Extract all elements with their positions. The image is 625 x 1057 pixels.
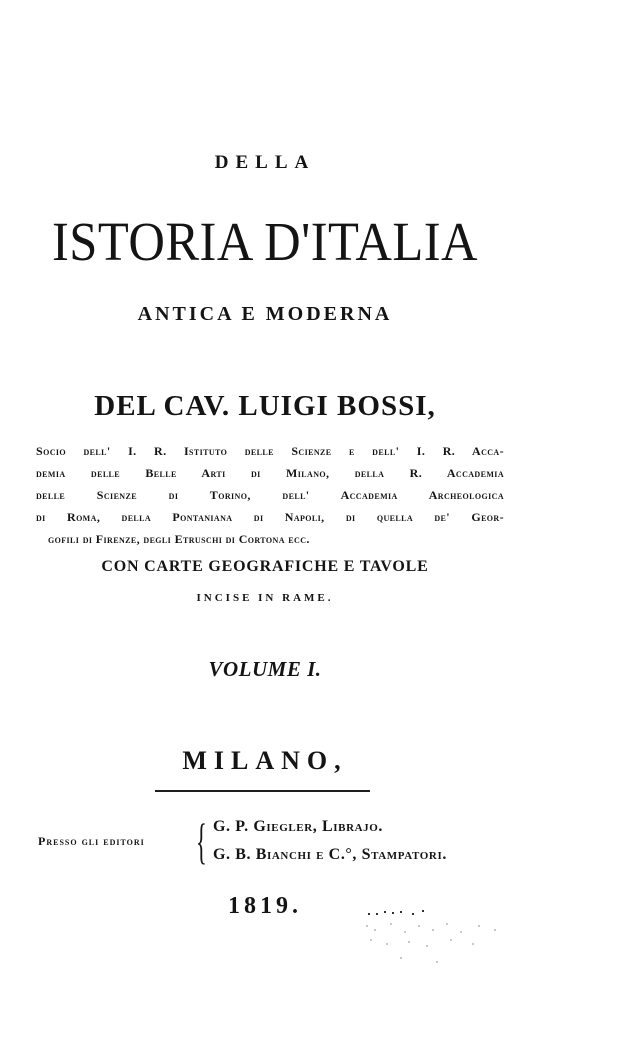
author-line: DEL CAV. LUIGI BOSSI, (94, 390, 436, 422)
brace-glyph: { (196, 813, 207, 869)
credential-line: gofili di Firenze, degli Etruschi di Cortona ecc. (48, 532, 310, 546)
credential-line: demia delle Belle Arti di Milano, della R. Accademia (36, 466, 504, 480)
divider-rule (155, 790, 370, 792)
publisher-line: G. B. Bianchi e C.°, Stampatori. (213, 846, 447, 863)
volume-label: VOLUME I. (208, 657, 322, 681)
credential-line: Socio dell' I. R. Istituto delle Scienze e dell' I. R. Acca- (36, 444, 504, 458)
library-stamp-specks (360, 905, 530, 975)
publishers-block (38, 813, 518, 870)
engraving-line: INCISE IN RAME. (196, 592, 334, 604)
della-heading: DELLA (214, 152, 316, 173)
credential-line: di Roma, della Pontaniana di Napoli, di quella de' Geor- (36, 510, 504, 524)
credential-line: delle Scienze di Torino, dell' Accademia Archeologica (36, 488, 504, 502)
publication-year: 1819. (228, 893, 302, 919)
publication-city: MILANO, (182, 746, 348, 775)
author-credentials (36, 440, 504, 550)
book-title: ISTORIA D'ITALIA (51, 211, 479, 272)
book-subtitle: ANTICA E MODERNA (137, 303, 393, 325)
publishers-label: Presso gli editori (38, 834, 145, 848)
maps-and-plates-line: CON CARTE GEOGRAFICHE E TAVOLE (101, 558, 429, 575)
publisher-line: G. P. Giegler, Librajo. (213, 818, 384, 835)
